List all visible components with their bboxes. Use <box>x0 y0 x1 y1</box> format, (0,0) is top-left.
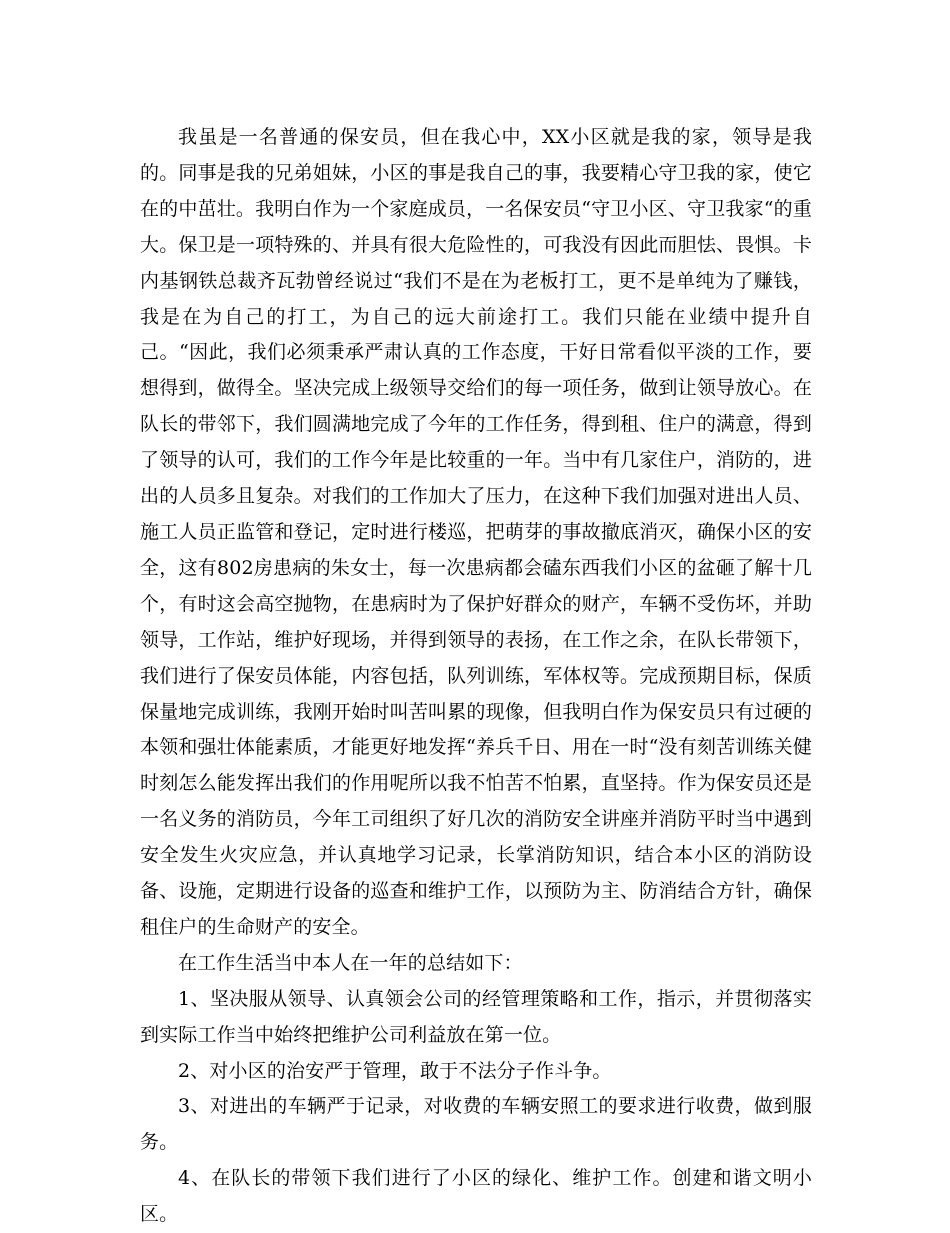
summary-item-2: 2、对小区的治安严于管理，敢于不法分子作斗争。 <box>178 1059 612 1082</box>
summary-intro-paragraph: 在工作生活当中本人在一年的总结如下： <box>178 951 523 974</box>
document-page <box>140 120 812 1233</box>
body-paragraph-main: 我虽是一名普通的保安员，但在我心中，XX小区就是我的家，领导是我的。同事是我的兄弟姐妹，小区的事是我自己的事，我要精心守卫我的家，使它在的中茁壮。我明白作为一个家庭成员，一名保安员“守卫小区、守卫我家“的重大。保卫是一项特殊的、并具有很大危险性的，可我没有因此而胆怯、畏惧。卡内基钢铁总裁齐瓦勃曾经说过“我们不是在为老板打工，更不是单纯为了赚钱，我是在为自己的打工，为自己的远大前途打工。我们只能在业绩中提升自己。“因此，我们必须秉承严肃认真的工作态度，干好日常看似平淡的工作，要想得到，做得全。坚决完成上级领导交给们的每一项任务，做到让领导放心。在队长的带邻下，我们圆满地完成了今年的工作任务，得到租、住户的满意，得到了领导的认可，我们的工作今年是比较重的一年。当中有几家住户，消防的，进出的人员多且复杂。对我们的工作加大了压力，在这种下我们加强对进出人员、施工人员正监管和登记，定时进行楼巡，把萌芽的事故撤底消灭，确保小区的安全，这有802房患病的朱女士，每一次患病都会磕东西我们小区的盆砸了解十几个，有时这会高空抛物，在患病时为了保护好群众的财产，车辆不受伤坏，并助领导，工作站，维护好现场，并得到领导的表扬，在工作之余，在队长带领下，我们进行了保安员体能，内容包括，队列训练，军体权等。完成预期目标，保质保量地完成训练，我刚开始时叫苦叫累的现像，但我明白作为保安员只有过硬的本领和强壮体能素质，才能更好地发挥“养兵千日、用在一时“没有刻苦训练关健时刻怎么能发挥出我们的作用呢所以我不怕苦不怕累，直坚持。作为保安员还是一名义务的消防员，今年工司组织了好几次的消防安全讲座并消防平时当中遇到安全发生火灾应急，并认真地学习记录，长掌消防知识，结合本小区的消防设备、设施，定期进行设备的巡查和维护工作，以预防为主、防消结合方针，确保租住户的生命财产的安全。 <box>140 126 812 938</box>
summary-item-3: 3、对进出的车辆严于记录，对收费的车辆安照工的要求进行收费，做到服务。 <box>140 1095 812 1154</box>
summary-item-4: 4、在队长的带领下我们进行了小区的绿化、维护工作。创建和谐文明小区。 <box>140 1167 812 1226</box>
summary-item-1: 1、坚决服从领导、认真领会公司的经管理策略和工作，指示，并贯彻落实到实际工作当中始终把维护公司利益放在第一位。 <box>140 987 812 1046</box>
